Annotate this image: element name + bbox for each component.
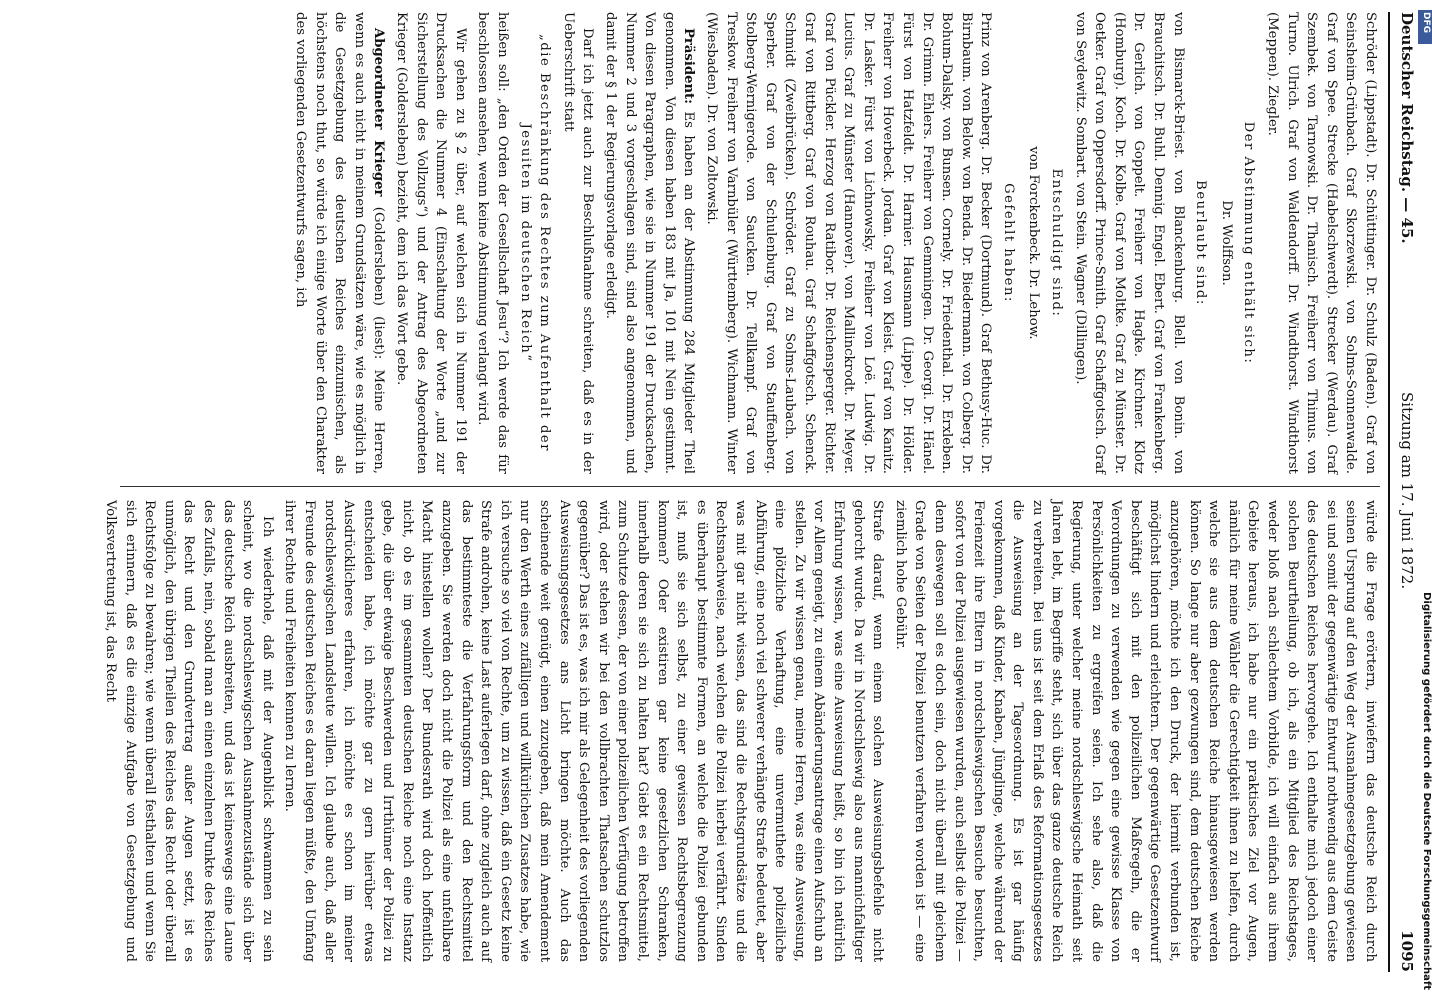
quoted-title-old: „die Beschränkung des Rechtes zum Aufenthalt der Jesuiten im deutschen Reich“ bbox=[517, 33, 553, 453]
header-left: Deutscher Reichstag. — 45. bbox=[1398, 12, 1416, 244]
running-header bbox=[1390, 12, 1420, 972]
name-list-voting: Schröder (Lippstadt). Dr. Schüttinger. Dr. Schulz (Baden). Graf von Seinsheim-Grünbach. Graf Skorzewski. von Solms-Sonnenwalde. Graf von Spee. Strecke (Habelschwerdt). Strecker (Werdau). Graf Szembek. von Tarnowski. Dr. Thanisch. Freiherr von Thimus. von Turno. Ulrich. Graf von Waldendorff. Dr. Windthorst. Windthorst (Meppen). Ziegler. bbox=[1265, 12, 1378, 474]
president-paragraph bbox=[600, 12, 698, 474]
digitization-credit bbox=[1418, 10, 1432, 990]
header-rule bbox=[1388, 12, 1390, 972]
speaker-paragraph bbox=[291, 12, 389, 474]
abstention-name: Dr. Wolffson. bbox=[1218, 200, 1234, 286]
page-number: 1095 bbox=[1398, 930, 1416, 972]
right-column bbox=[97, 500, 1380, 962]
excused-names: von Forckenbeck. Dr. Lehow. bbox=[1026, 146, 1042, 340]
funding-note: Digitalisierung gefördert durch die Deutsche Forschungsgemeinschaft bbox=[1421, 592, 1432, 990]
section-heading-abstention: Der Abstimmung enthält sich: bbox=[1241, 121, 1257, 365]
document-page bbox=[103, 12, 1420, 972]
paragraph: Darf ich jetzt auch zur Beschlußnahme schreiten, daß es in der Ueberschrift statt bbox=[560, 12, 596, 474]
column-divider bbox=[120, 486, 1380, 487]
paragraph: würde die Frage erörtern, inwiefern das deutsche Reich durch seinen Ursprung auf den Weg der Ausnahmegesetzgebung gewiesen sei und somit der gegenwärtige Entwurf nothwendig aus dem Geiste des deutschen Reiches hervorgehe. Ich enthalte mich jedoch einer solchen Beurtheilung, ob ich, als ein Mitglied des Reichstages, weder bloß nach schlechtem Vorbilde, ich will einfach aus ihrem Gebiete heraus, ich habe nur ein praktisches Ziel vor Augen, nämlich für meine Wähler die Gerechtigkeit ihnen zu helfen, durch welche sie aus dem deutschen Reiche hinausgewiesen werden können. So lange nur aber gezwungen sind, dem deutschen Reiche anzugehören, möchte ich den Druck, der hiermit verbunden ist, möglichst lindern und erleichtern. Der gegenwärtige Gesetzentwurf beschäftigt sich mit den polizeilichen Maßregeln, die er Verordnungen zu verwenden wie gegen eine gewisse Klasse von Persönlichkeiten zu ergreifen seien. Ich sehe also, daß die Regierung, unter welcher meine nordschleswigsche Heimath seit Jahren lebt, im Begriffe steht, sich über das ganze deutsche Reich zu verbreiten. Bei uns ist seit dem Erlaß des Reformationsgesetzes die Ausweisung an der Tagesordnung. Es ist gar häufig vorgekommen, daß Kinder, Knaben, Jünglinge, welche während der Ferienzeit ihre Eltern in nordschleswigschen Besuche besuchten, sofort von der Polizei ausgewiesen wurden, auch selbst die Polizei — denn deswegen soll es doch sein, doch nicht überall mit gleichem Grade von Seiten der Polizei benutzen verfahren worden ist — eine ziemlich hohe Gebühr. bbox=[892, 500, 1378, 962]
speaker-label-president: Präsident: bbox=[681, 28, 697, 105]
paragraph: heißen soll: „den Orden der Gesellschaft Jesu“? Ich werde das für beschlossen ansehen, wenn keine Abstimmung verlangt wird. bbox=[475, 12, 511, 474]
speaker-text: (Goldersleben) (liest): Meine Herren, wenn es auch nicht in meinem Grundsätzen wäre, wie es möglich in die Gesetzgebung des deutschen Reiches einzumischen, als höchstens noch thut, so würde ich einige Worte über den Charakter des vorliegenden Gesetzentwurfs sagen, ich bbox=[293, 12, 387, 474]
dfg-logo: DFG bbox=[1418, 10, 1432, 44]
section-heading-excused: Entschuldigt sind: bbox=[1049, 168, 1065, 318]
paragraph: Wir gehen zu § 2 über, auf welchen sich in Nummer 191 der Drucksachen die Nummer 4 (Einschaltung der Worte „und zur Sicherstellung des Vollzugs“) und der Antrag des Abgeordneten Krieger (Goldersleben) bezieht, dem ich das Wort gebe. bbox=[394, 12, 468, 474]
president-text: Es haben an der Abstimmung 284 Mitglieder Theil genommen. Von diesen haben 183 mit Ja, 101 mit Nein gestimmt. Von diesen Paragraphen, wie sie in Nummer 191 der Drucksachen, Nummer 2 und 3 vorgeschlagen sind, sind also angenommen, und damit der § 1 der Regierungsvorlage erledigt. bbox=[603, 12, 697, 474]
section-heading-on-leave: Beurlaubt sind: bbox=[1193, 180, 1209, 306]
section-heading-absent: Gefehlt haben: bbox=[1000, 183, 1016, 303]
name-list-on-leave: von Bismarck-Briest. von Blanckenburg. Blell. von Bonin. von Brauchitsch. Dr. Buhl. Dennig. Engel. Ebert. Graf von Frankenberg. Dr. Gerlich. von Goppelt. Freiherr von Hagke. Kirchner. Klotz (Homburg). Koch. Dr. Kolbe. Graf von Moltke. Graf zu Münster. Dr. Oetker. Graf von Oppersdorff. Prince-Smith. Graf Schaffgotsch. Graf von Seydewitz. Sombart. von Stein. Wagner (Dillingen). bbox=[1072, 12, 1186, 474]
paragraph: Strafe darauf, wenn einem solchen Ausweisungsbefehle nicht gehorcht wurde. Da wir in Nordschleswig also aus mannichfaltiger Erfahrung wissen, was eine Ausweisung heißt, so bin ich natürlich vor Allem geneigt, zu einem Abänderungsantrage einen Aufschub an stellen. Zu wir wissen genau, meine Herren, was eine Ausweisung, eine plötzliche Verhaftung, eine unvermuthete polizeiliche Abführung, eine noch viel schwerer verhängte Strafe bedeutet, aber was mit gar nicht wissen, das sind die Rechtsgrundsätze und die Rechtsnachweise, nach welchen die Polizei hierbei verfährt. Sinden es überhaupt bestimmte Formen, an welche die Polizei gebunden ist, muß sie sich selbst, zu einer gewissen Rechtsbegrenzung kommen? Oder existiren gar keine gesetzlichen Schranken, innerhalb deren sie sich zu halten hat? Giebt es ein Rechtsmittel, zum Schutze dessen, der von einer polizeilichen Verfügung betroffen wird, oder stehen wir bei den vollbrachten Thatsachen schutzlos gegenüber? Das ist es, was ich mir als Gelegenheit des vorliegenden Ausweisungsgesetzes ans Licht bringen möchte. Auch das scheinende weit genügt, einen zuzugeben, daß mein Amendement nur den Werth eines zufälligen und willkürlichen Zusatzes habe, wie ich versuche so viel von Rechte, um zu wissen, daß ein Gesetz keine Strafe androhen, keine Last auferlegen darf, ohne zugleich auch auf das bestimmteste die Verfahrungsform und den Rechtsmittel anzugeben. Sie werden doch nicht die Polizei als eine unfehlbare Macht hinstellen wollen? Der Bundesrath wird doch hoffentlich nicht, ob es im gesammten deutschen Reiche noch eine Instanz gebe, die über etwaige Beschwerden und Irrthümer der Polizei zu entscheiden habe, ich möchte gar zu gern hierüber etwas Ausdrücklicheres erfahren, ich möchte es schon im meiner nordschleswigschen Landsleute willen. Ich glaube auch, daß aller Freunde des deutschen Reiches es daran liegen müßte, den Umfang ihrer Rechte und Freiheiten kennen zu lernen. bbox=[282, 500, 886, 962]
header-session-date: Sitzung am 17. Juni 1872. bbox=[1398, 392, 1416, 590]
name-list-absent: Prinz von Arenberg. Dr. Becker (Dortmund). Graf Bethusy-Huc. Dr. Birnbaum. von Below. von Benda. Dr. Biedermann. von Colberg. Dr. Bohum-Dalsky. von Bunsen. Cornely. Dr. Friedenthal. Dr. Erxleben. Dr. Grimm. Ehlers. Freiherr von Gemmingen. Dr. Georgi. Dr. Hänel. Fürst von Hatzfeldt. Dr. Harnier. Hausmann (Lippe). Dr. Hölder. Freiherr von Hoverbeck. Jordan. Graf von Kleist. Graf von Kanitz. Dr. Lasker. Fürst von Lichnowsky. Freiherr von Loë. Ludwig. Dr. Lucius. Graf zu Münster (Hannover). von Mallinckrodt. Dr. Meyer. Graf von Pückler. Herzog von Ratibor. Dr. Reichensperger. Richter. Graf von Rittberg. Graf von Rouhau. Graf Schaffgotsch. Schenck. Schmidt (Zweibrücken). Schröder. Graf zu Solms-Laubach. von Sperber. Graf von der Schulenburg. Graf von Stauffenberg. Stolberg-Wernigerode. von Saucken. Dr. Tellkampf. Graf von Treskow. Freiherr von Varnbüler (Württemberg). Wichmann. Winter (Wiesbaden). Dr. von Zoltowski. bbox=[704, 12, 994, 474]
paragraph: Ich wiederhole, daß mit der Augenblick schwammen zu sein scheint, wo die nordschleswigschen Ausnahmezustände sich über das deutsche Reich ausbreiten, und das ist keineswegs eine Laune des Zufalls, nein, sobald man an einen einzelnen Punkte des Reiches das Recht und den Grundvertrag außer Augen setzt, ist es unmöglich, den übrigen Theilen des Reiches das Recht oder überall Rechtsfolge zu bewahren; wie wenn überall festhalten und wenn Sie sich erinnern, daß es die einzige Aufgabe von Gesetzgebung und Volksvertretung ist, das Recht bbox=[103, 500, 275, 962]
left-column bbox=[288, 12, 1380, 474]
speaker-label-krieger: Abgeordneter Krieger bbox=[371, 28, 387, 197]
